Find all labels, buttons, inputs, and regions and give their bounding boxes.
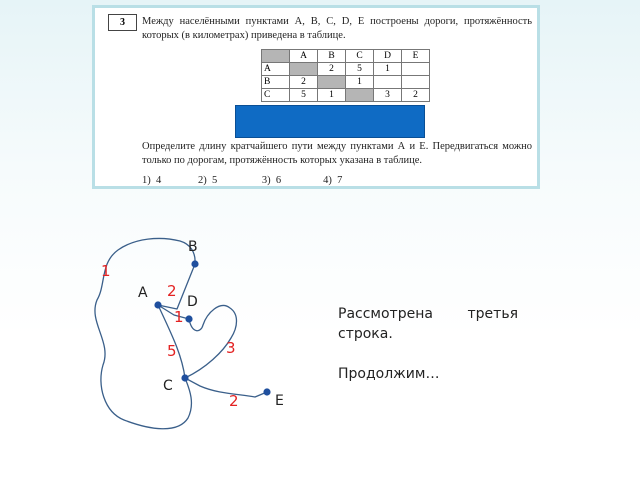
weight-a-b: 2 <box>167 282 177 300</box>
table-cell: 3 <box>374 89 402 102</box>
comment-continue: Продолжим… <box>338 366 440 382</box>
answer-option[interactable]: 4) 7 <box>323 175 343 186</box>
task-question: Между населёнными пунктами А, В, С, D, Е построены дороги, протяжённость которых (в километрах) приведена в таблице. <box>142 16 532 41</box>
table-cell: 2 <box>290 76 318 89</box>
weight-a-c: 5 <box>167 342 177 360</box>
table-row-header: A <box>262 63 290 76</box>
node-b <box>191 260 198 267</box>
table-cell: 1 <box>346 76 374 89</box>
table-cell: 5 <box>290 89 318 102</box>
node-label-a: A <box>138 285 148 301</box>
table-cell: 1 <box>374 63 402 76</box>
task-question-2: Определите длину кратчайшего пути между пунктами А и Е. Передвигаться можно только по дорогам, протяжённость которых указана в таблице. <box>142 141 532 166</box>
table-cell: 1 <box>318 89 346 102</box>
weight-c-e: 2 <box>229 392 239 410</box>
table-cell: 2 <box>318 63 346 76</box>
node-label-b: B <box>188 239 198 255</box>
table-header-cell: D <box>374 50 402 63</box>
table-cell: 5 <box>346 63 374 76</box>
task-number: 3 <box>108 14 137 31</box>
answer-option[interactable]: 3) 6 <box>261 175 282 186</box>
answer-option[interactable]: 2) 5 <box>198 175 218 186</box>
node-d <box>185 315 192 322</box>
comment-line: Рассмотрена третья <box>338 306 518 322</box>
weight-c-d: 3 <box>226 339 236 357</box>
comment-line: строка. <box>338 326 393 342</box>
node-label-d: D <box>187 294 198 310</box>
weight-a-d: 1 <box>174 308 184 326</box>
node-label-e: E <box>275 393 284 409</box>
table-row-header: C <box>262 89 290 102</box>
table-header-cell: C <box>346 50 374 63</box>
node-e <box>263 388 270 395</box>
table-row-header: B <box>262 76 290 89</box>
node-a <box>154 301 161 308</box>
edge-c-e <box>185 378 267 397</box>
node-label-c: C <box>163 378 173 394</box>
answer-option[interactable]: 1) 4 <box>142 175 162 186</box>
table-header-cell: A <box>290 50 318 63</box>
slide-comment <box>338 304 518 384</box>
table-cell: 2 <box>402 89 430 102</box>
node-c <box>181 374 188 381</box>
weight-b-c: 1 <box>101 262 111 280</box>
table-header-cell: B <box>318 50 346 63</box>
table-header-cell: E <box>402 50 430 63</box>
